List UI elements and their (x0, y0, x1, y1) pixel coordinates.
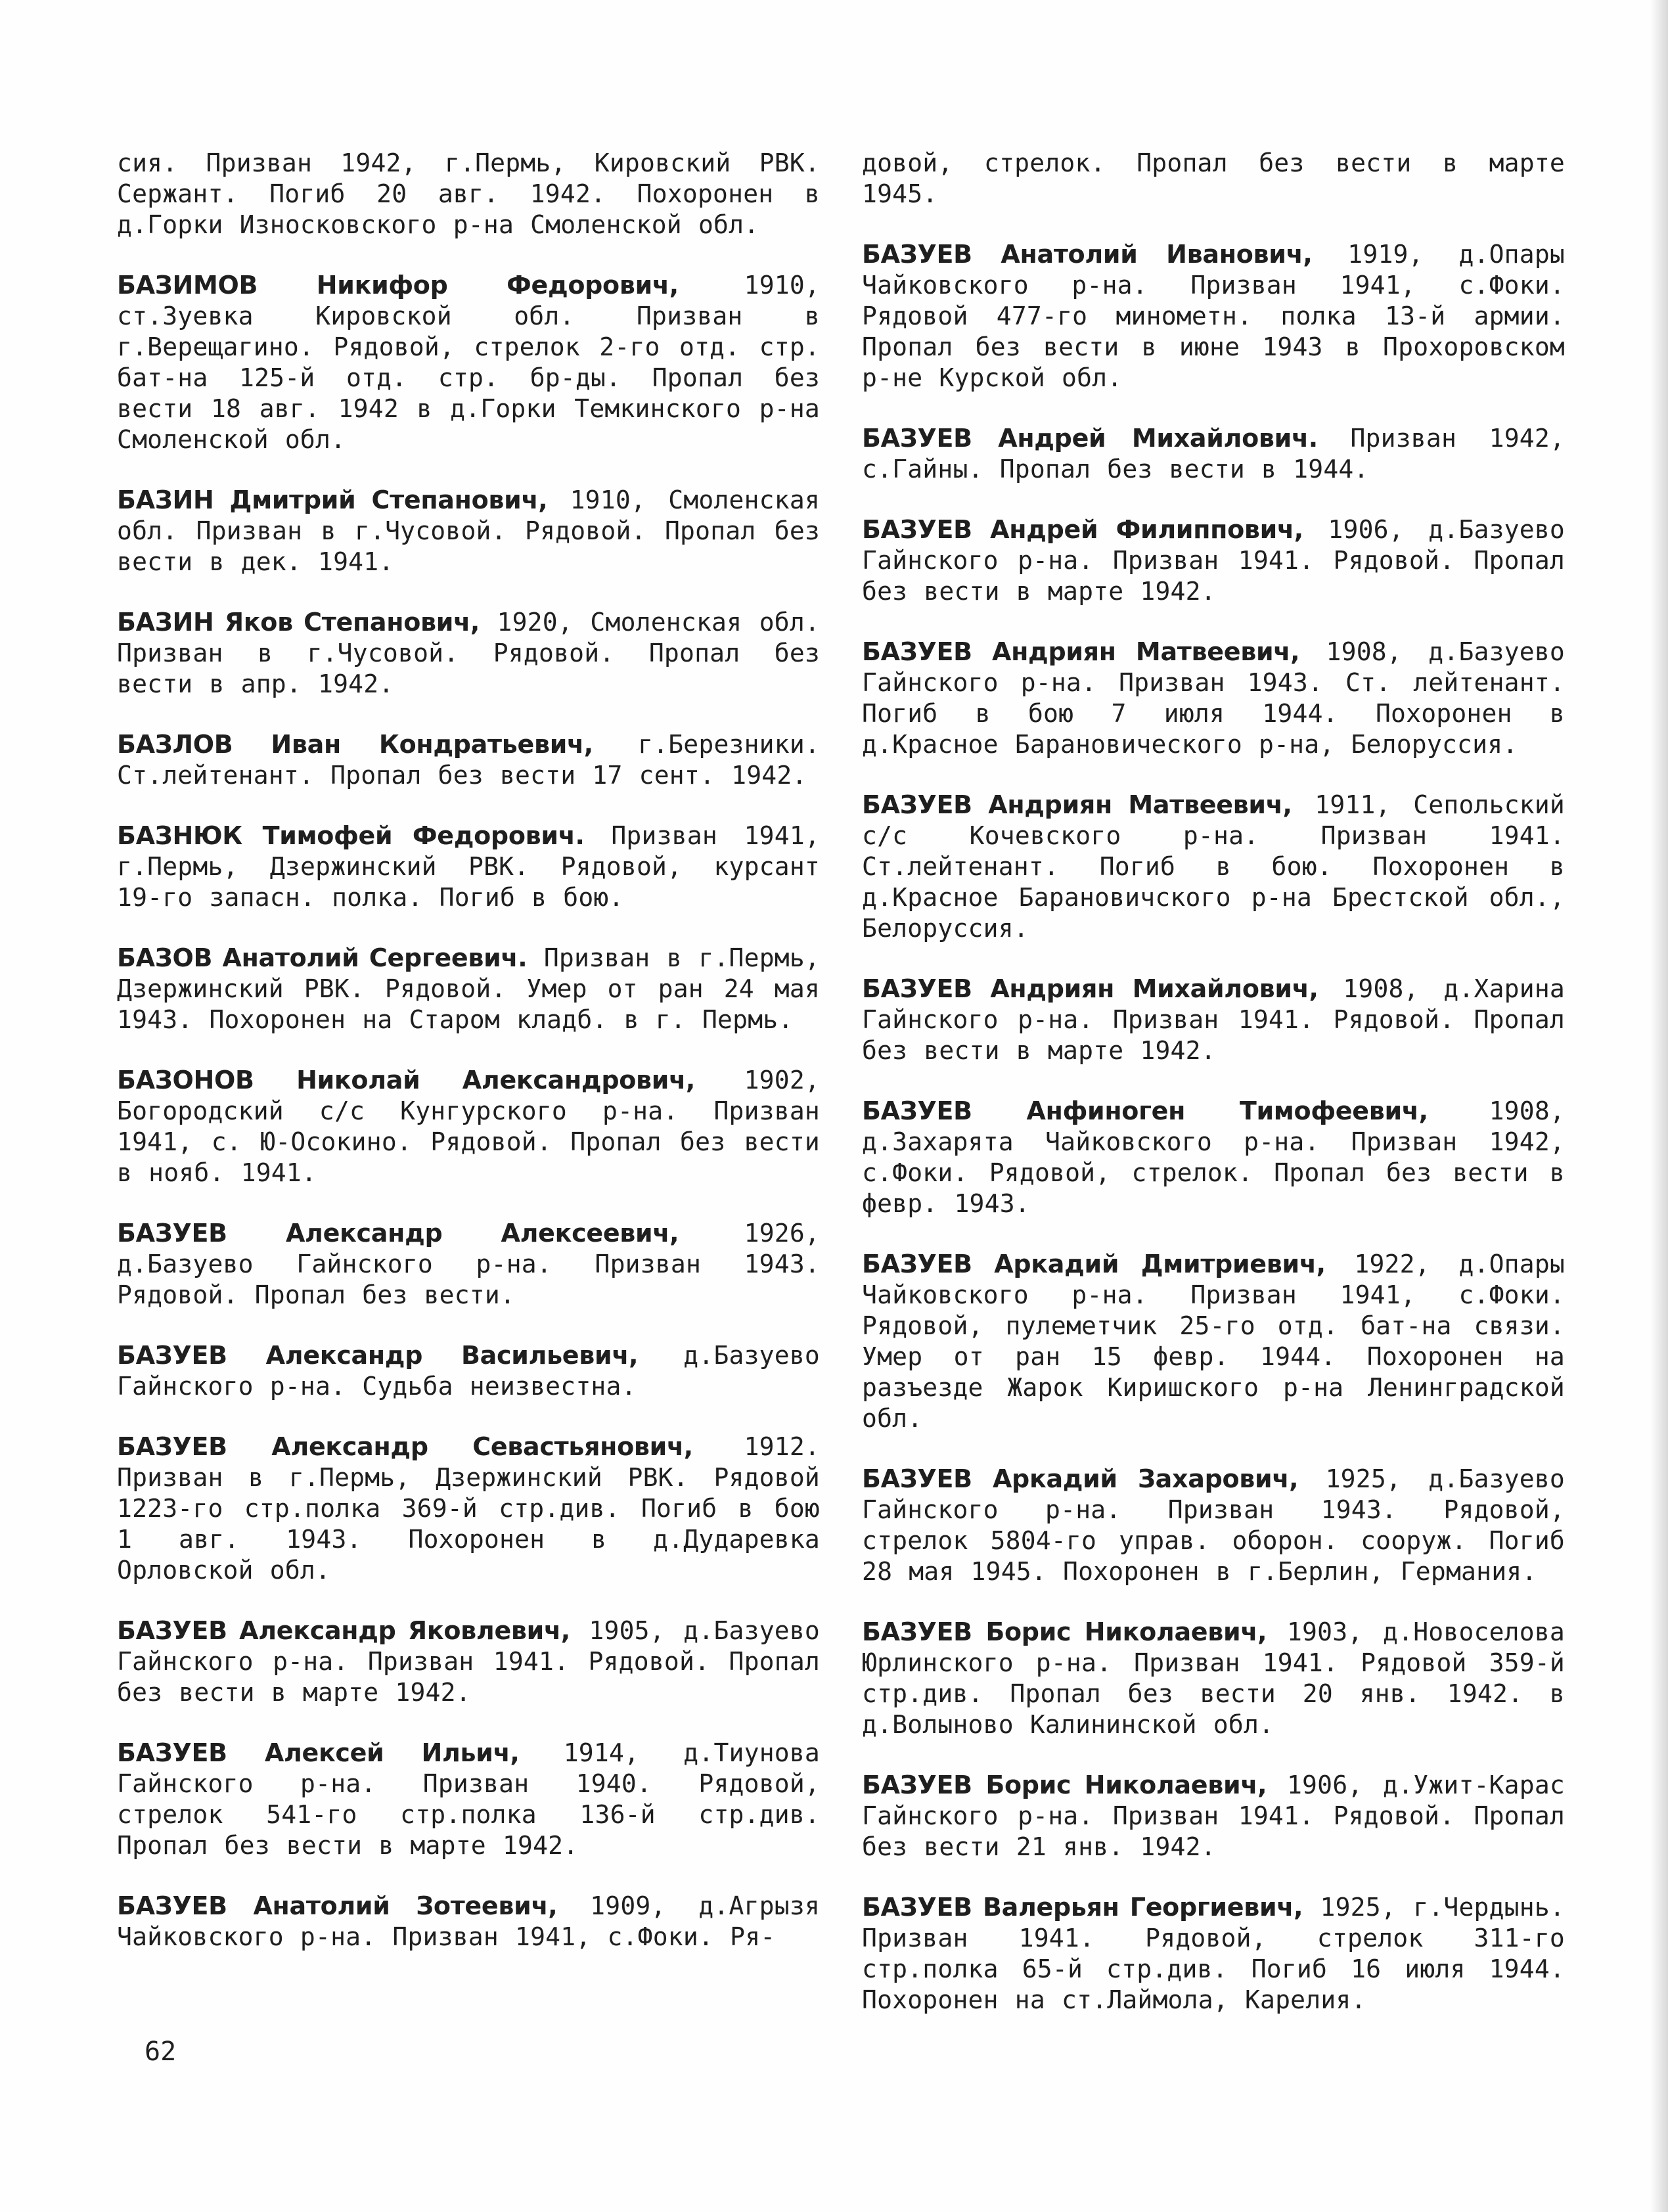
entry-name: БАЗУЕВ Александр Васильевич, (117, 1341, 639, 1370)
entry-text: сия. Призван 1942, г.Пермь, Кировский РВК. Сержант. Погиб 20 авг. 1942. Похоронен в д.Горки Износковского р-на Смоленской обл. (117, 148, 820, 239)
entry-name: БАЗУЕВ Анатолий Иванович, (862, 240, 1313, 269)
entry-name: БАЗУЕВ Андриян Матвеевич, (862, 637, 1300, 666)
entry-name: БАЗУЕВ Александр Севастьянович, (117, 1432, 693, 1461)
entry (117, 1891, 820, 1952)
entry-name: БАЗУЕВ Андрей Филиппович, (862, 515, 1303, 544)
entry-text: г.Березники. Ст.лейтенант. Пропал без вести 17 сент. 1942. (117, 730, 820, 790)
entry-text: 1925, д.Базуево Гайнского р-на. Призван 1943. Рядовой, стрелок 5804-го управ. оборон. сооруж. Погиб 28 мая 1945. Похоронен в г.Берлин, Германия. (862, 1464, 1565, 1586)
entry (862, 423, 1565, 485)
entry (862, 974, 1565, 1066)
entry-text: 1905, д.Базуево Гайнского р-на. Призван 1941. Рядовой. Пропал без вести в марте 1942. (117, 1616, 821, 1707)
entry (862, 514, 1565, 607)
entry-name: БАЗУЕВ Аркадий Захарович, (862, 1464, 1299, 1493)
entry (117, 270, 820, 455)
entry (117, 943, 820, 1035)
entry-name: БАЗИН Яков Степанович, (117, 608, 480, 637)
entry-text: 1912. Призван в г.Пермь, Дзержинский РВК. Рядовой 1223-го стр.полка 369-й стр.див. Погиб в бою 1 авг. 1943. Похоронен в д.Дударевка Орловской обл. (117, 1432, 820, 1585)
entry (862, 239, 1565, 394)
entry-name: БАЗЛОВ Иван Кондратьевич, (117, 730, 593, 759)
entry-name: БАЗНЮК Тимофей Федорович. (117, 821, 585, 850)
entry-text: 1906, д.Базуево Гайнского р-на. Призван 1941. Рядовой. Пропал без вести в марте 1942. (862, 515, 1565, 606)
entry-text: 1922, д.Опары Чайковского р-на. Призван 1941, с.Фоки. Рядовой, пулеметчик 25-го отд. бат-на связи. Умер от ран 15 февр. 1944. Похоронен на разъезде Жарок Киришского р-на Ленинградской обл. (862, 1250, 1565, 1433)
entry-text: д.Базуево Гайнского р-на. Судьба неизвестна. (117, 1341, 820, 1401)
entry (862, 1617, 1565, 1740)
entry (117, 1432, 820, 1586)
entry-text: 1910, Смоленская обл. Призван в г.Чусовой. Рядовой. Пропал без вести в дек. 1941. (117, 485, 820, 576)
entry-name: БАЗОВ Анатолий Сергеевич. (117, 943, 528, 972)
entry-text: 1911, Сепольский с/с Кочевского р-на. Призван 1941. Ст.лейтенант. Погиб в бою. Похоронен в д.Красное Барановичского р-на Брестской обл., Белоруссия. (862, 790, 1566, 943)
entry (117, 1738, 820, 1861)
entry-text: 1926, д.Базуево Гайнского р-на. Призван 1943. Рядовой. Пропал без вести. (117, 1219, 821, 1309)
left-column (117, 148, 820, 1982)
entry (862, 148, 1565, 210)
entry-name: БАЗУЕВ Аркадий Дмитриевич, (862, 1250, 1326, 1278)
entry (117, 148, 820, 240)
entry-text: Призван 1941, г.Пермь, Дзержинский РВК. Рядовой, курсант 19-го запасн. полка. Погиб в бою. (117, 821, 820, 912)
entry-name: БАЗУЕВ Андрей Михайлович. (862, 424, 1318, 453)
entry-text: 1919, д.Опары Чайковского р-на. Призван 1941, с.Фоки. Рядовой 477-го минометн. полка 13-й армии. Пропал без вести в июне 1943 в Прохоровском р-не Курской обл. (862, 240, 1565, 392)
entry-text: Призван в г.Пермь, Дзержинский РВК. Рядовой. Умер от ран 24 мая 1943. Похоронен на Старом кладб. в г. Пермь. (117, 943, 821, 1034)
page-edge-shadow (1650, 0, 1668, 2212)
entry (117, 1218, 820, 1311)
entry-text: 1908, д.Харина Гайнского р-на. Призван 1941. Рядовой. Пропал без вести в марте 1942. (862, 974, 1565, 1065)
entry (862, 1096, 1565, 1219)
entry-name: БАЗУЕВ Андриян Михайлович, (862, 974, 1319, 1003)
entry (117, 485, 820, 577)
entry-name: БАЗОНОВ Николай Александрович, (117, 1066, 696, 1095)
entry-text: 1908, д.Захарята Чайковского р-на. Призван 1942, с.Фоки. Рядовой, стрелок. Пропал без вести в февр. 1943. (862, 1096, 1565, 1218)
entry-name: БАЗУЕВ Борис Николаевич, (862, 1617, 1267, 1646)
entry-text: 1920, Смоленская обл. Призван в г.Чусовой. Рядовой. Пропал без вести в апр. 1942. (117, 608, 821, 698)
entry (862, 637, 1565, 760)
entry-text: довой, стрелок. Пропал без вести в марте 1945. (862, 148, 1565, 208)
entry (117, 1340, 820, 1402)
entry-name: БАЗУЕВ Андриян Матвеевич, (862, 790, 1292, 819)
entry-name: БАЗУЕВ Анфиноген Тимофеевич, (862, 1096, 1428, 1125)
entry (117, 729, 820, 791)
entry-name: БАЗИН Дмитрий Степанович, (117, 485, 548, 514)
entry-text: 1902, Богородский с/с Кунгурского р-на. Призван 1941, с. Ю-Осокино. Рядовой. Пропал без вести в нояб. 1941. (117, 1066, 820, 1187)
entry-text: 1925, г.Чердынь. Призван 1941. Рядовой, стрелок 311-го стр.полка 65-й стр.див. Погиб 16 июля 1944. Похоронен на ст.Лаймола, Карелия. (862, 1893, 1565, 2014)
entry-text: 1906, д.Ужит-Карас Гайнского р-на. Призван 1941. Рядовой. Пропал без вести 21 янв. 1942. (862, 1771, 1565, 1861)
entry-name: БАЗУЕВ Александр Алексеевич, (117, 1219, 679, 1248)
entry (862, 1892, 1565, 2016)
right-column (862, 148, 1565, 2045)
entry-text: 1908, д.Базуево Гайнского р-на. Призван 1943. Ст. лейтенант. Погиб в бою 7 июля 1944. Похоронен в д.Красное Барановического р-на, Белоруссия. (862, 637, 1565, 759)
entry-text: 1909, д.Агрызя Чайковского р-на. Призван 1941, с.Фоки. Ря- (117, 1891, 820, 1951)
entry (117, 1065, 820, 1188)
entry-text: 1903, д.Новоселова Юрлинского р-на. Призван 1941. Рядовой 359-й стр.див. Пропал без вести 20 янв. 1942. в д.Волыново Калининской обл. (862, 1617, 1565, 1739)
page-number: 62 (145, 2037, 177, 2067)
entry (862, 1770, 1565, 1862)
entry-name: БАЗУЕВ Анатолий Зотеевич, (117, 1891, 558, 1920)
entry-name: БАЗУЕВ Александр Яковлевич, (117, 1616, 570, 1645)
entry-name: БАЗУЕВ Валерьян Георгиевич, (862, 1893, 1303, 1922)
entry-text: 1910, ст.Зуевка Кировской обл. Призван в г.Верещагино. Рядовой, стрелок 2-го отд. стр. бат-на 125-й отд. стр. бр-ды. Пропал без вести 18 авг. 1942 в д.Горки Темкинского р-на Смоленской обл. (117, 271, 821, 454)
entry-text: Призван 1942, с.Гайны. Пропал без вести в 1944. (862, 424, 1566, 484)
entry-name: БАЗУЕВ Борис Николаевич, (862, 1771, 1267, 1799)
entry-name: БАЗУЕВ Алексей Ильич, (117, 1738, 520, 1767)
entry (117, 1615, 820, 1708)
entry (117, 821, 820, 913)
entry (117, 607, 820, 700)
entry (862, 1464, 1565, 1587)
entry (862, 1249, 1565, 1434)
entry (862, 790, 1565, 944)
entry-text: 1914, д.Тиунова Гайнского р-на. Призван 1940. Рядовой, стрелок 541-го стр.полка 136-й стр.див. Пропал без вести в марте 1942. (117, 1738, 821, 1860)
entry-name: БАЗИМОВ Никифор Федорович, (117, 271, 679, 300)
